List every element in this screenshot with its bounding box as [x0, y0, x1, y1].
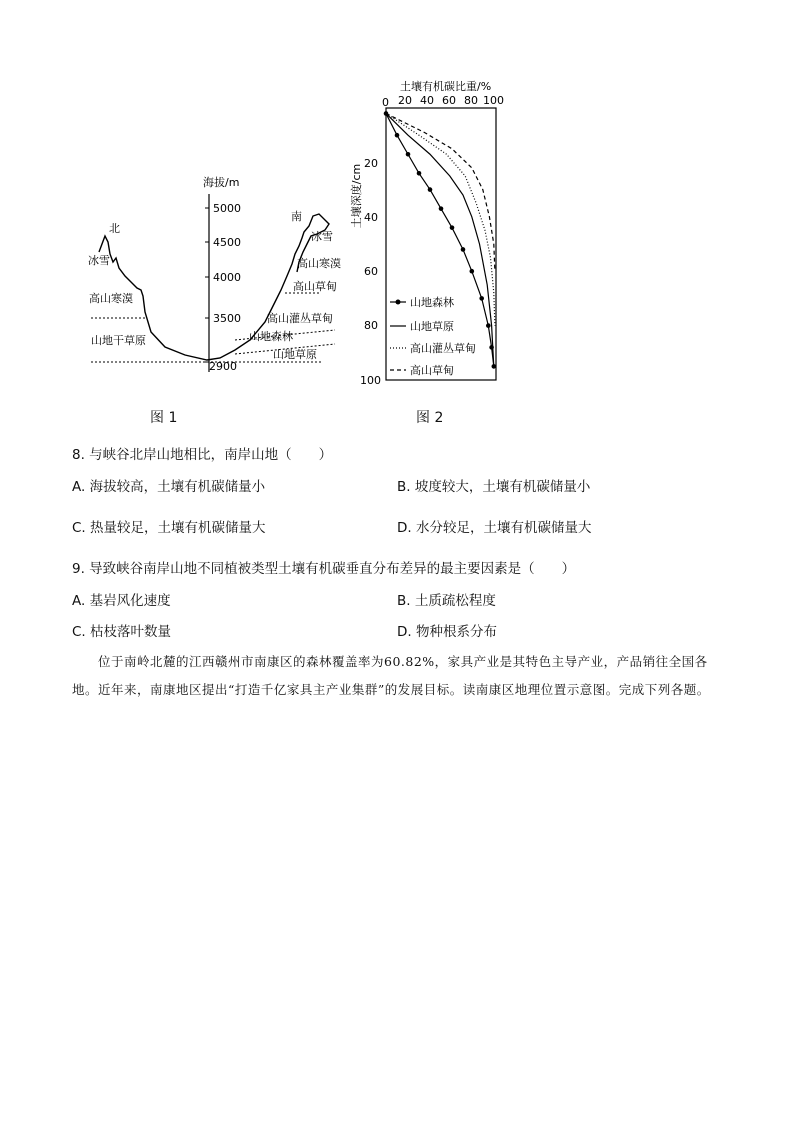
figure2-soil-carbon-chart	[340, 78, 510, 388]
question-9-stem: 9. 导致峡谷南岸山地不同植被类型土壤有机碳垂直分布差异的最主要因素是（ ）	[72, 561, 576, 577]
fig1-north-label: 北	[109, 222, 120, 235]
q8-option-a[interactable]: A. 海拔较高，土壤有机碳储量小	[72, 479, 266, 495]
reading-passage: 位于南岭北麓的江西赣州市南康区的森林覆盖率为60.82%，家具产业是其特色主导产业，产品销往全国各地。近年来，南康地区提出“打造千亿家具主产业集群”的发展目标。读南康区地理位置示意图。完成下列各题。	[72, 654, 710, 697]
fig2-y-tick: 40	[364, 211, 378, 224]
fig2-x-tick: 40	[420, 94, 434, 107]
q9-option-d[interactable]: D. 物种根系分布	[397, 624, 497, 640]
fig2-y-tick: 100	[360, 374, 381, 387]
fig1-north-zone: 高山寒漠	[89, 292, 133, 305]
series-point-0-6	[450, 225, 455, 230]
fig1-axis-label: 海拔/m	[203, 176, 240, 189]
fig2-y-label: 土壤深度/cm	[350, 163, 363, 229]
fig2-y-tick: 60	[364, 265, 378, 278]
q8-option-b[interactable]: B. 坡度较大，土壤有机碳储量小	[397, 479, 591, 495]
q9-option-b[interactable]: B. 土质疏松程度	[397, 593, 496, 609]
fig1-tick: 5000	[213, 202, 241, 215]
fig1-north-zone: 冰雪	[88, 254, 110, 267]
fig2-y-tick: 80	[364, 319, 378, 332]
fig1-north-zone: 山地干草原	[91, 334, 146, 347]
fig1-tick: 2900	[209, 360, 237, 373]
q9-option-c[interactable]: C. 枯枝落叶数量	[72, 624, 172, 640]
series-point-0-1	[395, 133, 400, 138]
fig2-x-tick: 0	[382, 96, 389, 109]
fig2-y-tick: 20	[364, 157, 378, 170]
fig2-x-tick: 20	[398, 94, 412, 107]
question-8-stem: 8. 与峡谷北岸山地相比，南岸山地（ ）	[72, 447, 333, 463]
series-line-3	[386, 113, 495, 271]
fig1-south-label: 南	[291, 210, 302, 223]
fig2-x-tick: 80	[464, 94, 478, 107]
series-point-0-2	[406, 152, 411, 157]
legend-swatch-forest-dot	[396, 300, 401, 305]
fig1-south-zone: 山地森林	[249, 330, 293, 343]
series-point-0-4	[428, 187, 433, 192]
fig1-south-zone: 冰雪	[311, 230, 333, 243]
q8-option-c[interactable]: C. 热量较足，土壤有机碳储量大	[72, 520, 266, 536]
series-point-0-3	[417, 171, 422, 176]
fig2-legend-item: 山地草原	[410, 320, 454, 333]
fig1-south-zone: 高山草甸	[293, 280, 337, 293]
figure2-caption: 图 2	[416, 410, 444, 426]
fig2-legend-item: 高山草甸	[410, 364, 454, 377]
fig1-tick: 4500	[213, 236, 241, 249]
fig1-tick: 3500	[213, 312, 241, 325]
q9-option-a[interactable]: A. 基岩风化速度	[72, 593, 171, 609]
fig1-tick: 4000	[213, 271, 241, 284]
fig2-legend-item: 高山灌丛草甸	[410, 342, 476, 355]
fig2-legend-item: 山地森林	[410, 296, 454, 309]
figure1-valley-profile	[85, 172, 345, 377]
series-point-0-8	[470, 269, 475, 274]
series-point-0-7	[461, 247, 466, 252]
fig1-south-zone: 山地草原	[273, 348, 317, 361]
fig2-x-label: 土壤有机碳比重/%	[400, 80, 492, 93]
q8-option-d[interactable]: D. 水分较足，土壤有机碳储量大	[397, 520, 592, 536]
series-point-0-5	[439, 206, 444, 211]
fig1-south-zone: 高山灌丛草甸	[267, 312, 333, 325]
fig2-x-tick: 60	[442, 94, 456, 107]
fig2-x-tick: 100	[483, 94, 504, 107]
figure1-caption: 图 1	[150, 410, 178, 426]
series-point-0-10	[486, 323, 491, 328]
series-point-0-9	[479, 296, 484, 301]
fig1-south-zone: 高山寒漠	[297, 257, 341, 270]
